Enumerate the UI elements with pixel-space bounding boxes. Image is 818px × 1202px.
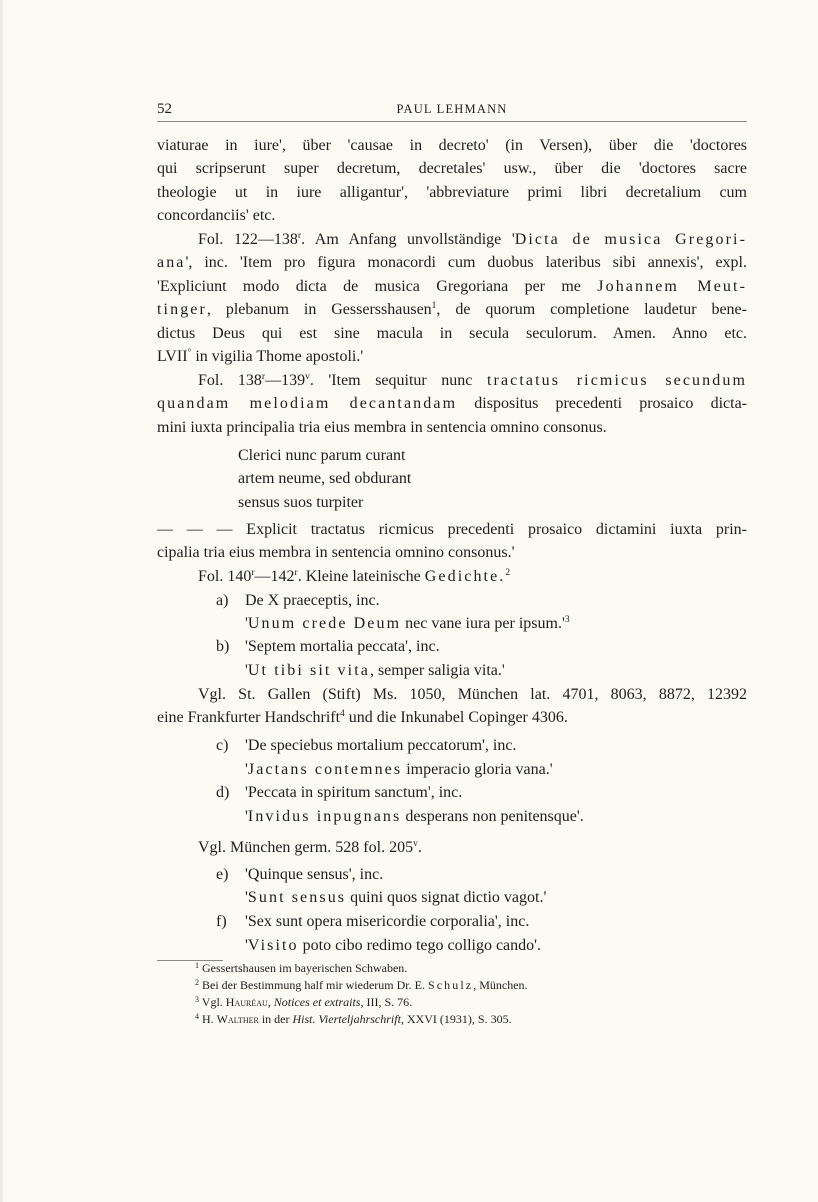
text-line (216, 865, 228, 885)
text-run: und die Inkunabel Copinger 4306. (344, 709, 568, 726)
text-run: ' (245, 761, 248, 778)
text-run: , plebanum in Gessersshausen (206, 301, 432, 318)
text-run: 'Septem mortalia peccata', inc. (245, 638, 440, 655)
text-run: , XXVI (1931), S. 305. (400, 1012, 512, 1026)
text-run: Ut tibi sit vita (247, 662, 370, 679)
text-run: tinger (157, 301, 207, 318)
text-run: mini iuxta principalia tria eius membra in sentencia omnino consonus. (157, 419, 607, 436)
text-run: Schulz (427, 978, 474, 992)
text-run: in der (258, 1012, 293, 1026)
text-run: imperacio gloria vana.' (402, 761, 553, 778)
text-run: in vigilia Thome apostoli.' (191, 348, 364, 365)
text-run: . Am Anfang unvollständige ' (301, 231, 515, 248)
text-line (238, 469, 411, 489)
text-run: Bei der Bestimmung half mir wiederum Dr. E. (199, 978, 428, 992)
text-run: Vgl. München germ. 528 fol. 205 (198, 839, 414, 856)
text-run: Dicta de musica Gregori- (514, 231, 747, 248)
superscript: ° (187, 348, 192, 358)
text-line (157, 253, 747, 273)
text-line (157, 708, 568, 728)
text-run: . (417, 839, 422, 856)
text-line (245, 591, 380, 611)
text-run: dispositus precedenti prosaico dicta- (457, 395, 747, 412)
text-run: 'De speciebus mortalium peccatorum', inc. (245, 737, 517, 754)
text-run: —142 (254, 568, 295, 585)
text-run: e) (216, 866, 229, 883)
text-line (245, 888, 546, 908)
text-run: LVII (157, 348, 188, 365)
text-line (245, 936, 541, 956)
text-run: ' (245, 662, 248, 679)
text-run: cipalia tria eius membra in sentencia omnino consonus.' (157, 544, 515, 561)
text-line (157, 418, 607, 438)
text-run: Walther (216, 1012, 259, 1026)
text-run: Vgl. St. Gallen (Stift) Ms. 1050, München lat. 4701, 8063, 8872, 12392 (198, 686, 747, 703)
text-line (157, 183, 747, 203)
text-run: , (267, 995, 274, 1009)
text-run: Hist. Vierteljahrschrift (292, 1012, 401, 1026)
text-line (157, 543, 514, 563)
text-run: ' (245, 615, 248, 632)
text-run: Jactans contemnes (247, 761, 403, 778)
text-run: b) (216, 638, 230, 655)
text-run: ana (157, 254, 186, 271)
text-run: qui scripserunt super decretum, decretales' usw., über die 'doctores sacre (157, 160, 747, 177)
text-run: Hauréau (225, 995, 268, 1009)
text-line (245, 783, 462, 803)
text-line (198, 838, 422, 858)
running-title: PAUL LEHMANN (396, 102, 508, 116)
footnote (195, 995, 412, 1010)
superscript: 3 (195, 995, 199, 1004)
text-line (216, 591, 228, 611)
text-run: —139 (265, 372, 306, 389)
text-line (157, 324, 747, 344)
text-line (198, 567, 510, 587)
text-line (245, 760, 553, 780)
text-run: Vgl. (199, 995, 226, 1009)
text-line (157, 347, 363, 367)
text-run: Unum crede Deum (247, 615, 402, 632)
text-run: Sunt sensus (247, 889, 347, 906)
text-run: eine Frankfurter Handschrift (157, 709, 341, 726)
text-run: Johannem Meut- (597, 278, 747, 295)
header-rule (157, 121, 747, 122)
superscript: 4 (195, 1012, 199, 1021)
text-line (216, 736, 228, 756)
text-run: , III, S. 76. (360, 995, 413, 1009)
superscript: v (305, 372, 310, 382)
footnote (195, 1012, 512, 1027)
text-run: d) (216, 784, 230, 801)
text-run: theologie ut in iure alligantur', 'abbreviature primi libri decretalium cum (157, 184, 747, 201)
superscript: 3 (564, 615, 570, 625)
superscript: 1 (195, 961, 199, 970)
text-run: nec vane iura per ipsum.' (401, 615, 565, 632)
text-line (157, 277, 747, 297)
text-line (245, 912, 529, 932)
text-line (198, 230, 747, 250)
text-line (216, 637, 229, 657)
text-run: a) (216, 592, 229, 609)
text-run: ' (245, 889, 248, 906)
text-run: ' (245, 937, 248, 954)
text-line (216, 783, 229, 803)
text-run: concordanciis' etc. (157, 207, 276, 224)
text-run: Clerici nunc parum curant (238, 447, 406, 464)
text-line (157, 300, 747, 320)
superscript: r (261, 372, 266, 382)
page-number: 52 (157, 101, 172, 117)
superscript: 4 (340, 709, 345, 719)
text-run: dictus Deus qui est sine macula in secula seculorum. Amen. Anno etc. (157, 325, 747, 342)
text-run: tractatus ricmicus secundum (486, 372, 747, 389)
text-run: 'Sex sunt opera misericordie corporalia', inc. (245, 913, 530, 930)
text-run: Fol. 140 (198, 568, 252, 585)
text-run: Invidus inpugnans (247, 808, 402, 825)
text-run: 'Expliciunt modo dicta de musica Gregoriana per me (157, 278, 598, 295)
superscript: 1 (431, 301, 437, 311)
text-line (245, 807, 584, 827)
text-run: Visito (247, 937, 299, 954)
text-run: artem neume, sed obdurant (238, 470, 412, 487)
text-line (238, 493, 363, 513)
text-run: viaturae in iure', über 'causae in decreto' (in Versen), über die 'doctores (157, 137, 747, 154)
footnote (195, 961, 407, 976)
text-line (216, 912, 227, 932)
text-run: . 'Item sequitur nunc (309, 372, 487, 389)
text-line (198, 685, 747, 705)
text-run: 'Peccata in spiritum sanctum', inc. (245, 784, 463, 801)
text-line (245, 736, 516, 756)
text-line (245, 614, 570, 634)
text-run: Gedichte. (424, 568, 506, 585)
superscript: r (294, 568, 298, 578)
text-run: Fol. 138 (198, 372, 262, 389)
text-run: . Kleine lateinische (297, 568, 425, 585)
page-edge (0, 0, 3, 1202)
text-line (157, 206, 275, 226)
text-run: 'Quinque sensus', inc. (245, 866, 384, 883)
text-run: sensus suos turpiter (238, 494, 364, 511)
text-run: quini quos signat dictio vagot.' (346, 889, 547, 906)
text-line (245, 865, 383, 885)
superscript: v (413, 839, 418, 849)
superscript: 2 (505, 568, 511, 578)
text-run: ' (245, 808, 248, 825)
text-run: f) (216, 913, 227, 930)
text-run: Gessertshausen im bayerischen Schwaben. (199, 961, 408, 975)
text-line (157, 394, 747, 414)
text-run: Fol. 122—138 (198, 231, 298, 248)
text-run: quandam melodiam decantandam (157, 395, 458, 412)
text-run: , München. (473, 978, 528, 992)
text-run: — — — Explicit tractatus ricmicus precedenti prosaico dictamini iuxta prin- (157, 521, 747, 538)
footnote (195, 978, 528, 993)
text-line (157, 159, 747, 179)
text-run: , semper saligia vita.' (369, 662, 505, 679)
superscript: r (251, 568, 255, 578)
text-run: De X praeceptis, inc. (245, 592, 380, 609)
text-run: H. (199, 1012, 217, 1026)
text-line (157, 520, 747, 540)
text-line (198, 371, 747, 391)
text-run: c) (216, 737, 229, 754)
text-line (238, 446, 406, 466)
text-run: poto cibo redimo tego colligo cando'. (298, 937, 542, 954)
text-line (157, 136, 747, 156)
superscript: 2 (195, 978, 199, 987)
superscript: r (297, 231, 302, 241)
text-run: Notices et extraits (273, 995, 361, 1009)
text-line (245, 661, 505, 681)
text-run: desperans non penitensque'. (401, 808, 584, 825)
text-line (245, 637, 440, 657)
text-run: , de quorum completione laudetur bene- (436, 301, 747, 318)
text-run: ', inc. 'Item pro figura monacordi cum duobus lateribus sibi annexis', expl. (185, 254, 747, 271)
